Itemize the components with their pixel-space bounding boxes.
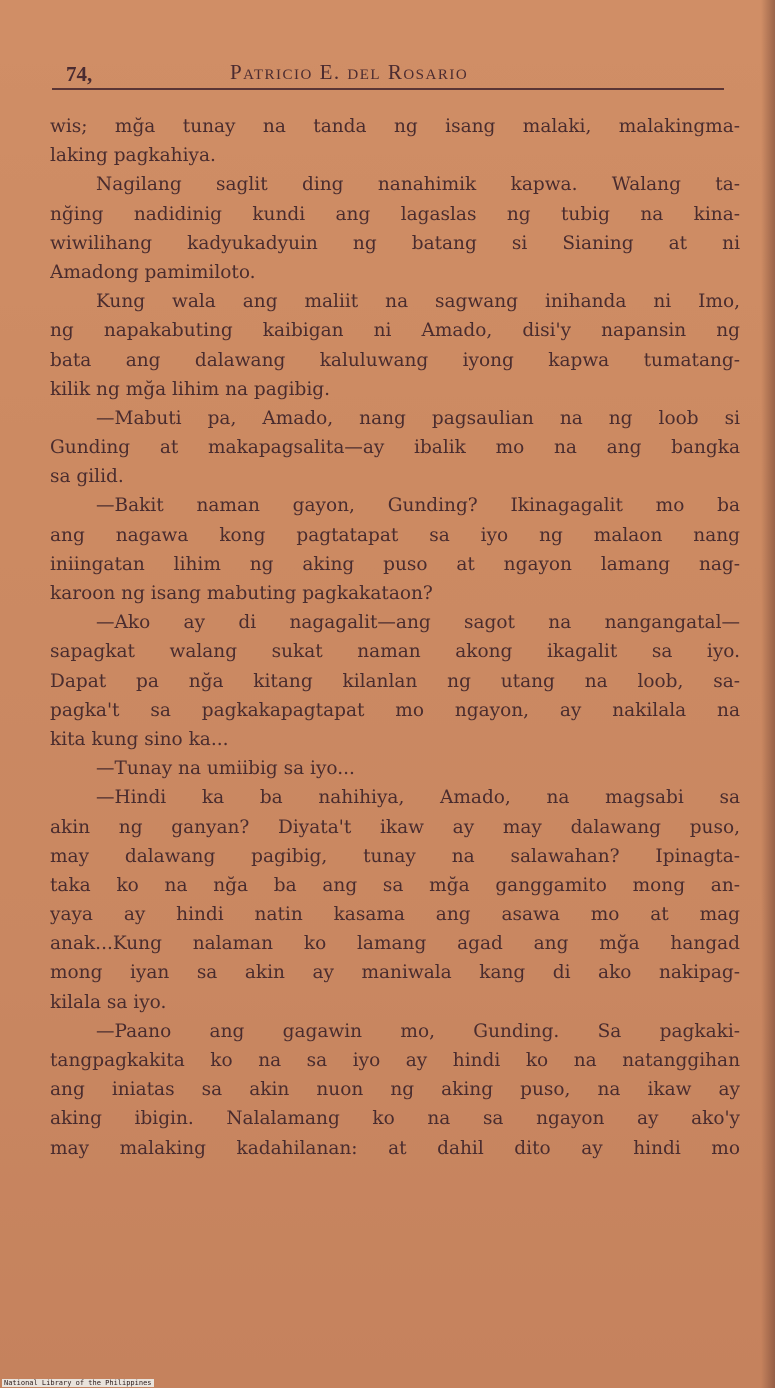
text-line: Dapat pa nğa kitang kilanlan ng utang na loob, sa- [50, 670, 740, 692]
text-line: mong iyan sa akin ay maniwala kang di ako nakipag- [50, 962, 740, 984]
text-line: —Paano ang gagawin mo, Gunding. Sa pagkaki- [96, 1020, 740, 1042]
text-line: may malaking kadahilanan: at dahil dito ay hindi mo [50, 1137, 740, 1159]
text-line: bata ang dalawang kaluluwang iyong kapwa tumatang- [50, 349, 740, 371]
text-line: sapagkat walang sukat naman akong ikagalit sa iyo. [50, 641, 740, 663]
page-edge-shadow [761, 0, 775, 1388]
text-line: —Tunay na umiibig sa iyo... [96, 758, 355, 780]
text-line: ang nagawa kong pagtatapat sa iyo ng malaon nang [50, 524, 740, 546]
text-line: ng napakabuting kaibigan ni Amado, disi'y napansin ng [50, 320, 740, 342]
text-line: yaya ay hindi natin kasama ang asawa mo at mag [50, 904, 740, 926]
text-line: —Bakit naman gayon, Gunding? Ikinagagalit mo ba [96, 495, 740, 517]
text-line: akin ng ganyan? Diyata't ikaw ay may dalawang puso, [50, 816, 740, 838]
running-head: Patricio E. del Rosario [230, 60, 469, 84]
page-header [52, 58, 724, 90]
text-line: sa gilid. [50, 466, 124, 488]
text-line: aking ibigin. Nalalamang ko na sa ngayon ay ako'y [50, 1108, 740, 1130]
text-line: tangpagkakita ko na sa iyo ay hindi ko na natanggihan [50, 1050, 740, 1071]
text-line: kilala sa iyo. [50, 991, 167, 1013]
text-line: kita kung sino ka... [50, 728, 229, 750]
text-line: may dalawang pagibig, tunay na salawahan? Ipinagta- [50, 845, 740, 867]
text-line: kilik ng mğa lihim na pagibig. [50, 378, 331, 400]
text-line: wis; mğa tunay na tanda ng isang malaki, malakingma- [50, 116, 740, 137]
text-line: —Mabuti pa, Amado, nang pagsaulian na ng loob si [96, 407, 740, 429]
page-number: 74, [66, 62, 93, 86]
text-line: laking pagkahiya. [50, 145, 216, 167]
text-line: wiwilihang kadyukadyuin ng batang si Sianing at ni [50, 232, 740, 254]
text-line: pagka't sa pagkakapagtapat mo ngayon, ay nakilala na [50, 699, 740, 721]
text-line: iniingatan lihim ng aking puso at ngayon lamang nag- [50, 553, 740, 575]
text-line: —Hindi ka ba nahihiya, Amado, na magsabi sa [96, 787, 740, 809]
footer-credit: National Library of the Philippines [4, 1379, 152, 1387]
text-line: —Ako ay di nagagalit—ang sagot na nangangatal— [96, 612, 740, 634]
body-text [50, 112, 740, 1163]
text-line: Kung wala ang maliit na sagwang inihanda ni Imo, [96, 291, 740, 313]
text-line: Nagilang saglit ding nanahimik kapwa. Walang ta- [96, 174, 740, 196]
text-line: anak...Kung nalaman ko lamang agad ang mğa hangad [50, 933, 740, 955]
text-line: karoon ng isang mabuting pagkakataon? [50, 583, 433, 604]
text-line: Gunding at makapagsalita—ay ibalik mo na ang bangka [50, 437, 740, 459]
text-line: taka ko na nğa ba ang sa mğa ganggamito mong an- [50, 874, 740, 896]
text-line: Amadong pamimiloto. [50, 261, 256, 283]
text-line: nğing nadidinig kundi ang lagaslas ng tubig na kina- [50, 203, 740, 225]
text-line: ang iniatas sa akin nuon ng aking puso, na ikaw ay [50, 1079, 740, 1101]
